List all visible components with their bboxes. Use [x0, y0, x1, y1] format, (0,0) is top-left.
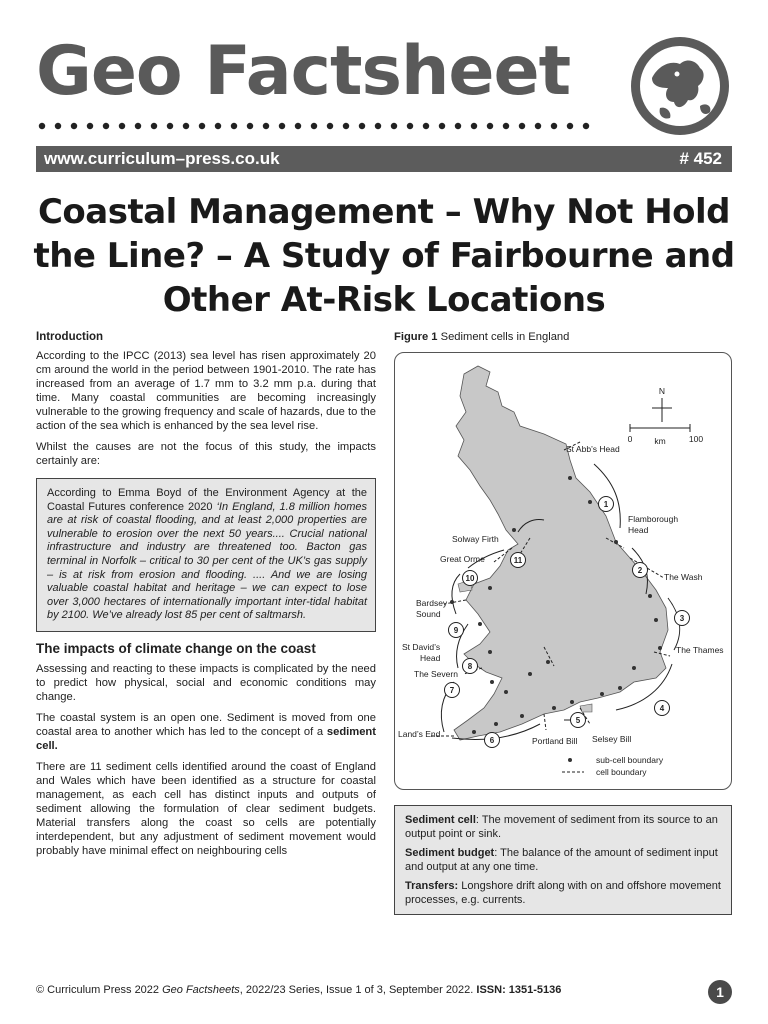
footer [36, 984, 696, 996]
section-heading: The impacts of climate change on the coast [36, 640, 316, 656]
legend-label: cell boundary [596, 767, 647, 777]
place-label: The Severn [414, 669, 458, 679]
left-column [36, 330, 376, 865]
place-label: Flamborough [628, 514, 679, 524]
place-label: Land’s End [398, 729, 441, 739]
quote-text: ‘In England, 1.8 million homes are at risk of coastal flooding, and at least 2,000 properties are vulnerable to erosion over the next 50 years.... Crucial national infrastructure and industry are threatened too. Bacton gas terminal in Norfolk – critical to 30 per cent of the UK’s gas supply – is at risk from erosion and flooding. .... And we are losing valuable coastal habitat and heritage – we can expect to lose over 3,000 hectares of internationally important inter-tidal habitat by 2100. We’ve already lost 85 per cent of saltmarsh. [47, 500, 367, 622]
place-label: Sound [416, 609, 441, 619]
sub-cell-legend-dot [568, 758, 572, 762]
definition-item [405, 814, 721, 841]
scale-start-label: 0 [627, 434, 633, 444]
page-number: 1 [708, 980, 732, 1004]
place-label: St David’s [402, 642, 441, 652]
article-title [30, 190, 738, 322]
place-label: Head [420, 653, 441, 663]
place-label: Head [628, 525, 649, 535]
map-legend [562, 755, 664, 777]
site-url[interactable]: www.curriculum–press.co.uk [44, 149, 280, 168]
legend-label: sub-cell boundary [596, 755, 664, 765]
body-paragraph: Assessing and reacting to these impacts is complicated by the need to predict how physical, social and economic conditions may change. [36, 662, 376, 703]
title-line: Coastal Management – Why Not Hold [37, 192, 731, 232]
footer-issn: ISSN: 1351-5136 [476, 984, 562, 996]
url-banner [36, 146, 732, 172]
footer-issue: , 2022/23 Series, Issue 1 of 3, September 2022. [239, 984, 477, 996]
place-label: Great Orme [440, 554, 485, 564]
place-label: Solway Firth [452, 534, 499, 544]
definition-item [405, 847, 721, 874]
body-text: The coastal system is an open one. Sediment is moved from one coastal area to another which has led to the concept of a [36, 711, 376, 738]
definition-term: Sediment cell [405, 814, 476, 826]
cell-number: 6 [489, 736, 495, 745]
definition-item [405, 880, 721, 907]
north-label: N [658, 386, 666, 396]
cell-number: 7 [449, 686, 455, 695]
quote-lead: According to Emma Boyd of the Environment Agency at the Coastal Futures conference 2020 [47, 487, 367, 513]
scale-unit-label: km [654, 436, 666, 446]
place-label: Bardsey [416, 598, 448, 608]
issue-number: # 452 [679, 149, 722, 168]
intro-paragraph: Whilst the causes are not the focus of this study, the impacts certainly are: [36, 441, 376, 467]
cell-number: 10 [465, 574, 475, 583]
definition-text: : The movement of sediment from its source to an output point or sink. [405, 814, 718, 840]
intro-heading: Introduction [36, 331, 104, 343]
place-label: The Wash [664, 572, 703, 582]
intro-paragraph: According to the IPCC (2013) sea level has risen approximately 20 cm around the world in the period between 1901-2010. The rate has increased from an average of 1.7 mm to 3.2 mm p.a. during that time. Many coastal communities are becoming increasingly vulnerable to the growing frequency and scale of hazards, due to the action of the sea which is enhanced by the sea level rise. [36, 350, 376, 432]
quote-box [36, 478, 376, 632]
figure-caption-text: Sediment cells in England [440, 331, 570, 343]
sediment-cells-map [394, 352, 732, 790]
cell-number: 2 [637, 566, 643, 575]
footer-series: Geo Factsheets [162, 984, 240, 996]
definition-term: Transfers: [405, 880, 459, 893]
cell-number: 1 [603, 500, 609, 509]
great-britain-landmass [454, 366, 668, 740]
footer-copyright: © Curriculum Press 2022 [36, 984, 163, 996]
definition-term: Sediment budget [405, 847, 495, 860]
globe-logo-icon [630, 36, 730, 136]
north-arrow-icon [652, 386, 672, 422]
place-label: St Abb’s Head [566, 444, 620, 454]
cell-number: 11 [513, 556, 523, 565]
masthead-title: Geo Factsheet [36, 32, 571, 111]
place-label: Selsey Bill [592, 734, 632, 744]
title-line: the Line? – A Study of Fairbourne and [33, 236, 735, 276]
body-paragraph: There are 11 sediment cells identified around the coast of England and Wales which have been identified as a structure for coastal management, as each cell has distinct inputs and outputs of sediment allowing the formulation of clear sediment budgets. Material transfers along the coast so cells are potentially interdependent, but any adjustment of sediment movement would probably have minimal effect on neighbouring cells [36, 760, 376, 857]
cell-number: 3 [679, 614, 685, 623]
figure-label: Figure 1 [394, 331, 438, 343]
body-paragraph [36, 711, 376, 753]
definitions-box [394, 805, 732, 915]
scale-bar [628, 424, 704, 446]
cell-number: 5 [575, 716, 581, 725]
definition-text: Longshore drift along with on and offshore movement processes, e.g. currents. [405, 880, 721, 906]
definition-text: : The balance of the amount of sediment input and output at any one time. [405, 847, 718, 873]
figure-caption [394, 331, 569, 343]
cell-number: 8 [467, 662, 473, 671]
title-line: Other At-Risk Locations [162, 280, 606, 320]
isle-of-wight [580, 704, 592, 712]
cell-number: 9 [453, 626, 459, 635]
masthead-dot-row [38, 119, 598, 133]
scale-end-label: 100 [688, 434, 704, 444]
cell-number: 4 [659, 704, 665, 713]
place-label: Portland Bill [532, 736, 578, 746]
place-label: The Thames [676, 645, 724, 655]
sediment-cell-term: sediment cell. [36, 725, 376, 752]
